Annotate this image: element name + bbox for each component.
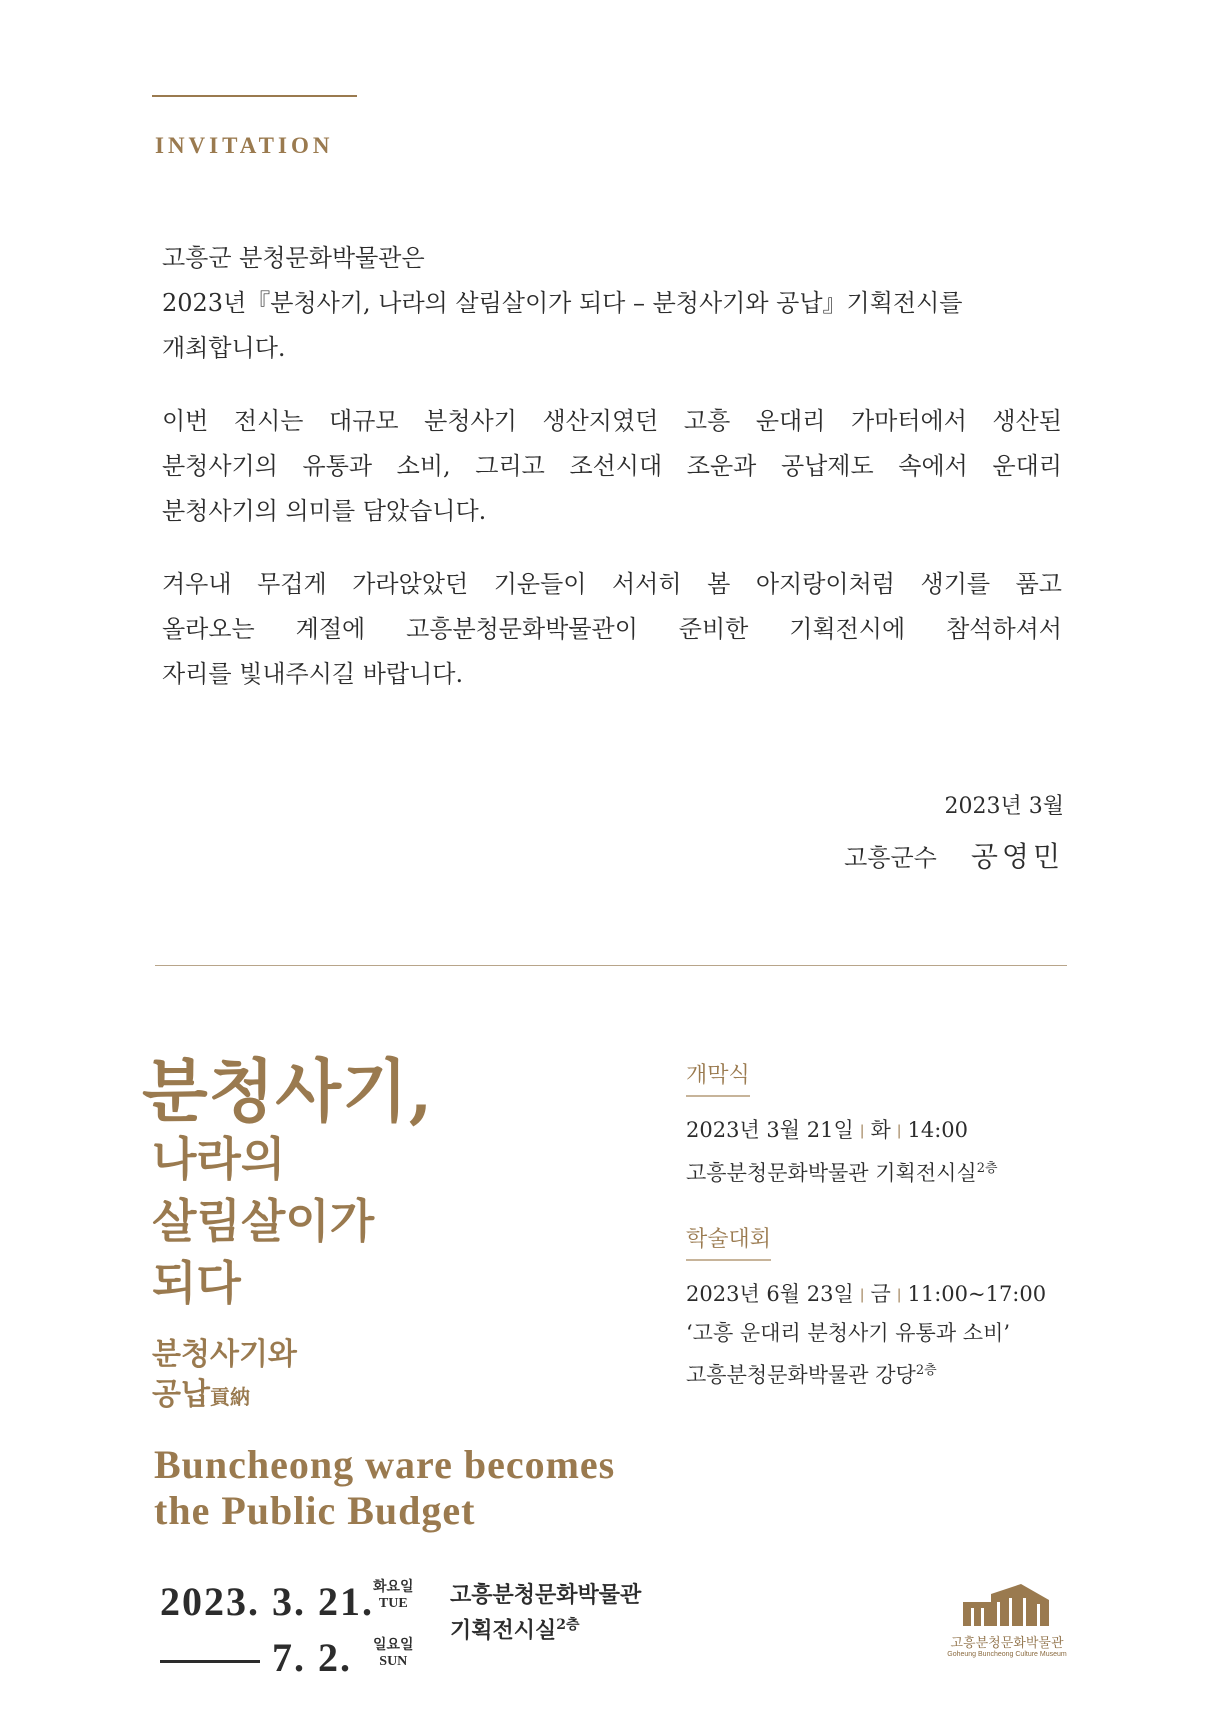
invitation-label: INVITATION bbox=[155, 133, 334, 158]
museum-logo bbox=[942, 1580, 1072, 1670]
exhibition-subtitle bbox=[152, 1335, 297, 1417]
symposium-date: 2023년 6월 23일 bbox=[686, 1282, 854, 1306]
opening-weekday: 화 bbox=[870, 1118, 891, 1142]
letter-line: 2023년『분청사기, 나라의 살림살이가 되다 – 분청사기와 공납』기획전시를 bbox=[162, 289, 963, 317]
invitation-letter bbox=[162, 236, 1062, 725]
letter-paragraph-3 bbox=[162, 562, 1062, 697]
period-dash bbox=[160, 1660, 260, 1663]
letter-line: 올라오는 계절에 고흥분청문화박물관이 준비한 기획전시에 참석하셔서 bbox=[162, 615, 1062, 643]
start-date: 2023. 3. 21. bbox=[160, 1579, 374, 1624]
symposium-time: 11:00~17:00 bbox=[907, 1282, 1047, 1306]
letter-line: 개최합니다. bbox=[162, 334, 286, 362]
symposium-info bbox=[686, 1222, 1106, 1394]
opening-date: 2023년 3월 21일 bbox=[686, 1118, 854, 1142]
symposium-heading: 학술대회 bbox=[686, 1222, 771, 1261]
opening-place-line bbox=[686, 1150, 1106, 1192]
opening-ceremony-info bbox=[686, 1058, 1106, 1192]
letter-line: 분청사기의 유통과 소비, 그리고 조선시대 조운과 공납제도 속에서 운대리 bbox=[162, 452, 1062, 480]
letter-line: 자리를 빛내주시길 바랍니다. bbox=[162, 660, 464, 688]
opening-place: 고흥분청문화박물관 기획전시실 bbox=[686, 1161, 977, 1185]
start-weekday-en: TUE bbox=[378, 1596, 408, 1611]
museum-building-icon bbox=[961, 1580, 1053, 1628]
subtitle-word: 공납 bbox=[152, 1377, 210, 1412]
start-weekday-ko: 화요일 bbox=[373, 1580, 414, 1595]
end-weekday bbox=[373, 1638, 414, 1670]
end-date: 7. 2. bbox=[272, 1635, 352, 1680]
separator: | bbox=[859, 1287, 865, 1303]
symposium-topic: ‘고흥 운대리 분청사기 유통과 소비’ bbox=[686, 1321, 1011, 1345]
letter-line: 이번 전시는 대규모 분청사기 생산지였던 고흥 운대리 가마터에서 생산된 bbox=[162, 407, 1062, 435]
title-line: 나라의 bbox=[152, 1132, 286, 1186]
symposium-place: 고흥분청문화박물관 강당 bbox=[686, 1363, 916, 1387]
subtitle-line-2 bbox=[152, 1375, 297, 1417]
start-weekday bbox=[373, 1580, 414, 1612]
section-divider bbox=[155, 965, 1067, 966]
logo-name-ko: 고흥분청문화박물관 bbox=[950, 1636, 1064, 1651]
opening-time: 14:00 bbox=[907, 1118, 968, 1142]
english-title-line: Buncheong ware becomes bbox=[154, 1442, 616, 1487]
opening-datetime bbox=[686, 1111, 1106, 1150]
letter-paragraph-1 bbox=[162, 236, 1062, 371]
title-line: 살림살이가 bbox=[152, 1194, 375, 1248]
symposium-floor: 2층 bbox=[915, 1363, 937, 1378]
venue-room-line bbox=[450, 1610, 641, 1645]
symposium-datetime bbox=[686, 1275, 1106, 1314]
venue-room: 기획전시실 bbox=[450, 1617, 557, 1644]
end-weekday-ko: 일요일 bbox=[373, 1638, 414, 1653]
end-weekday-en: SUN bbox=[379, 1654, 408, 1669]
letter-paragraph-2 bbox=[162, 399, 1062, 534]
english-title bbox=[154, 1442, 615, 1534]
separator: | bbox=[896, 1123, 902, 1139]
separator: | bbox=[859, 1123, 865, 1139]
exhibition-venue bbox=[450, 1580, 641, 1645]
separator: | bbox=[896, 1287, 902, 1303]
top-divider bbox=[152, 95, 357, 97]
symposium-place-line bbox=[686, 1352, 1106, 1394]
signature-date: 2023년 3월 bbox=[944, 794, 1064, 819]
letter-line: 고흥군 분청문화박물관은 bbox=[162, 244, 425, 272]
signature bbox=[844, 835, 1064, 875]
subtitle-line: 분청사기와 bbox=[152, 1337, 297, 1372]
subtitle-hanja: 貢納 bbox=[209, 1385, 250, 1409]
exhibition-title-continued bbox=[152, 1128, 374, 1314]
english-title-line: the Public Budget bbox=[154, 1488, 476, 1533]
venue-name: 고흥분청문화박물관 bbox=[450, 1582, 642, 1608]
letter-line: 겨우내 무겁게 가라앉았던 기운들이 서서히 봄 아지랑이처럼 생기를 품고 bbox=[162, 570, 1062, 598]
title-line: 되다 bbox=[152, 1256, 241, 1310]
venue-floor: 2층 bbox=[556, 1617, 580, 1633]
signature-title: 고흥군수 bbox=[844, 844, 937, 872]
opening-floor: 2층 bbox=[976, 1161, 998, 1176]
signature-name: 공영민 bbox=[970, 840, 1064, 873]
symposium-weekday: 금 bbox=[870, 1282, 891, 1306]
opening-heading: 개막식 bbox=[686, 1058, 750, 1097]
letter-line: 분청사기의 의미를 담았습니다. bbox=[162, 497, 487, 525]
exhibition-title: 분청사기, bbox=[142, 1052, 434, 1132]
logo-name-en: Goheung Buncheong Culture Museum bbox=[947, 1651, 1067, 1658]
